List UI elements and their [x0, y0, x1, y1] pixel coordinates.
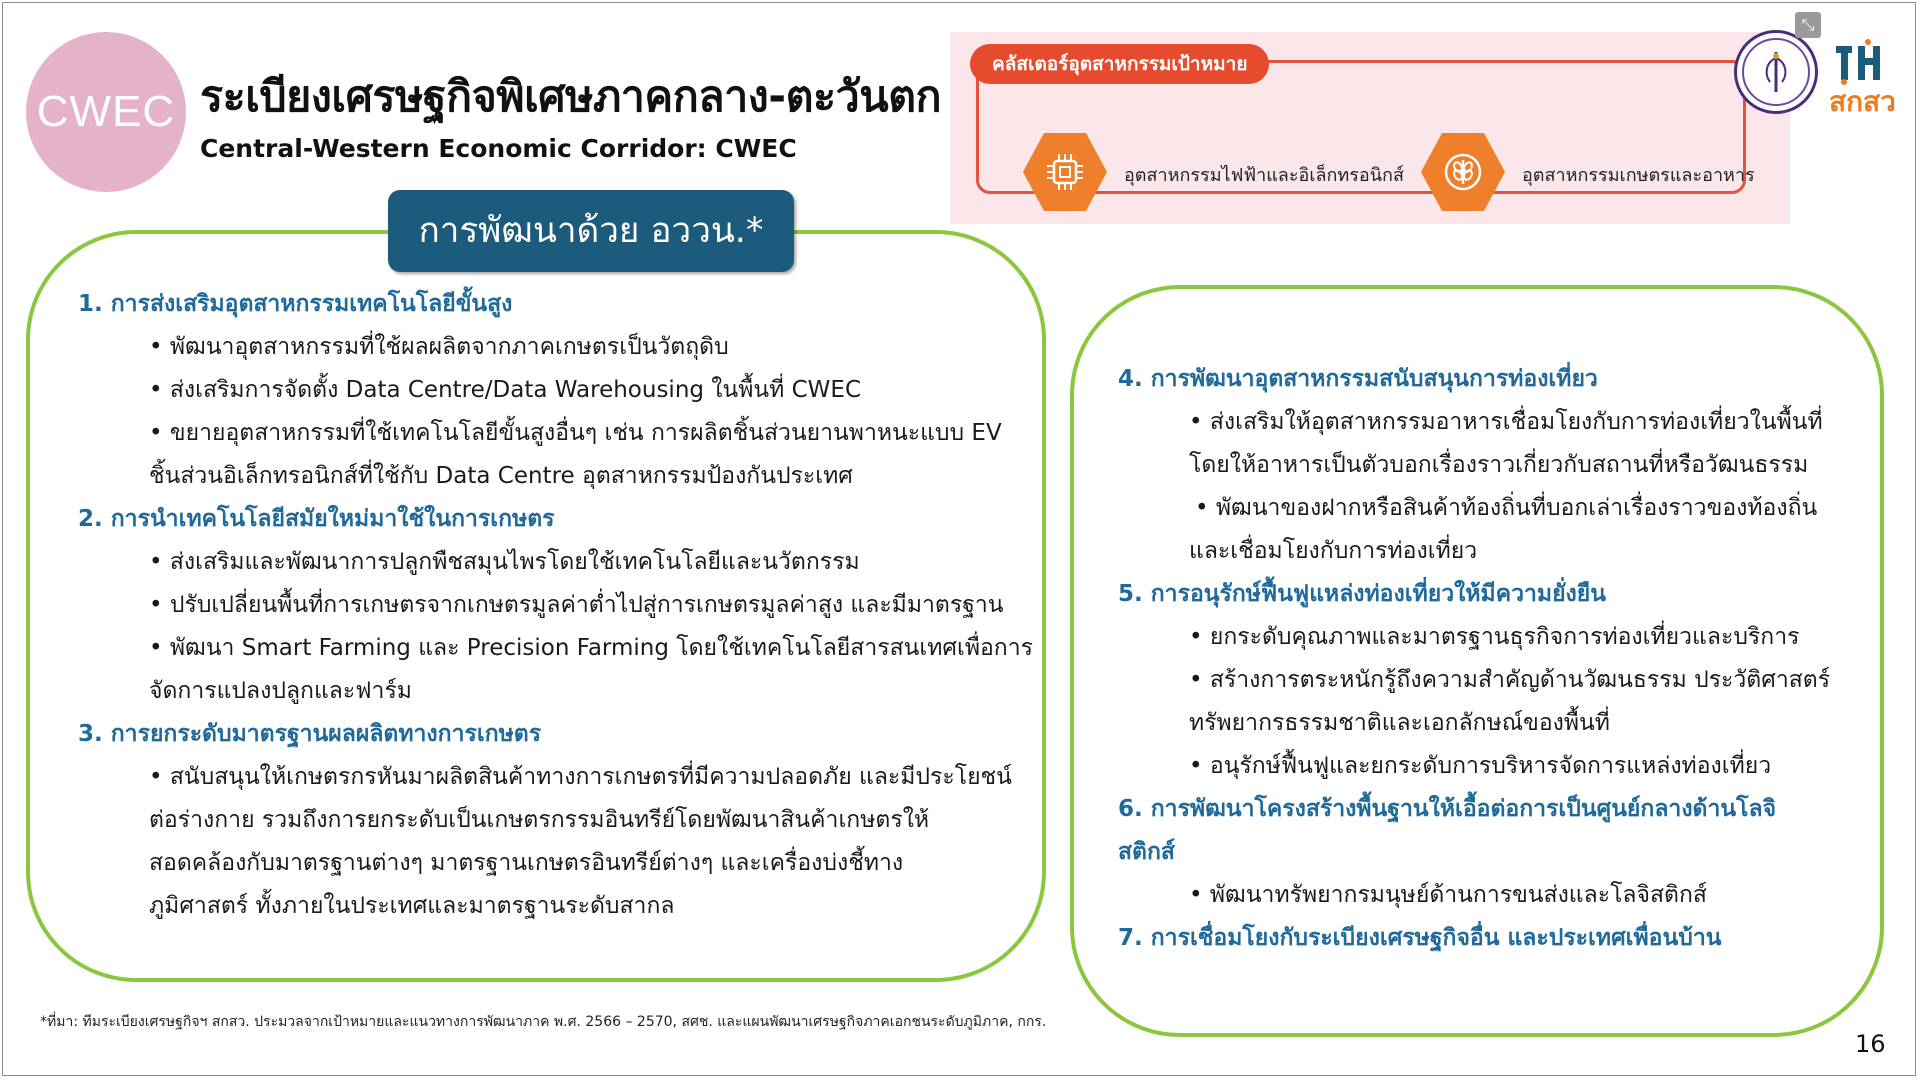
bullet-2-2: • ปรับเปลี่ยนพื้นที่การเกษตรจากเกษตรมูลค่าต่ำไปสู่การเกษตรมูลค่าสูง และมีมาตรฐาน	[149, 592, 1004, 618]
microchip-icon	[1023, 133, 1107, 211]
bullet-3-1-cont-2: สอดคล้องกับมาตรฐานต่างๆ มาตรฐานเกษตรอินทรีย์ต่างๆ และเครื่องบ่งชี้ทาง	[149, 850, 904, 876]
heading-2: 2. การนำเทคโนโลยีสมัยใหม่มาใช้ในการเกษตร	[78, 506, 555, 532]
cluster-title-tab: คลัสเตอร์อุตสาหกรรมเป้าหมาย	[970, 44, 1269, 84]
cluster-label-electronics: อุตสาหกรรมไฟฟ้าและอิเล็กทรอนิกส์	[1124, 165, 1404, 186]
bullet-3-1-cont-3: ภูมิศาสตร์ ทั้งภายในประเทศและมาตรฐานระดับสากล	[149, 893, 675, 919]
bullet-5-2: • สร้างการตระหนักรู้ถึงความสำคัญด้านวัฒนธรรม ประวัติศาสตร์	[1189, 667, 1831, 693]
collapse-icon[interactable]: ⤡	[1795, 12, 1821, 38]
bullet-4-1: • ส่งเสริมให้อุตสาหกรรมอาหารเชื่อมโยงกับการท่องเที่ยวในพื้นที่	[1189, 409, 1823, 435]
bullet-4-1-cont: โดยให้อาหารเป็นตัวบอกเรื่องราวเกี่ยวกับสถานที่หรือวัฒนธรรม	[1189, 452, 1809, 478]
heading-6-cont: สติกส์	[1118, 839, 1175, 865]
left-content	[78, 283, 1038, 928]
source-footnote: *ที่มา: ทีมระเบียงเศรษฐกิจฯ สกสว. ประมวลจากเป้าหมายและแนวทางการพัฒนาภาค พ.ศ. 2566 – 2570, สศช. และแผนพัฒนาเศรษฐกิจภาคเอกชนระดับภูมิภาค, กกร.	[40, 1014, 1047, 1030]
bullet-2-1: • ส่งเสริมและพัฒนาการปลูกพืชสมุนไพรโดยใช้เทคโนโลยีและนวัตกรรม	[149, 549, 860, 575]
bullet-6-1: • พัฒนาทรัพยากรมนุษย์ด้านการขนส่งและโลจิสติกส์	[1189, 882, 1707, 908]
tsri-logo-text: สกสว	[1829, 85, 1896, 118]
wheat-icon	[1421, 133, 1505, 211]
cluster-label-agro-food: อุตสาหกรรมเกษตรและอาหาร	[1522, 165, 1755, 186]
page-subtitle: Central-Western Economic Corridor: CWEC	[200, 134, 797, 163]
heading-1: 1. การส่งเสริมอุตสาหกรรมเทคโนโลยีขั้นสูง	[78, 291, 513, 317]
heading-6: 6. การพัฒนาโครงสร้างพื้นฐานให้เอื้อต่อการเป็นศูนย์กลางด้านโลจิ	[1118, 796, 1777, 822]
bullet-2-3-cont: จัดการแปลงปลูกและฟาร์ม	[149, 678, 412, 704]
bullet-4-2: • พัฒนาของฝากหรือสินค้าท้องถิ่นที่บอกเล่าเรื่องราวของท้องถิ่น	[1195, 495, 1818, 521]
bullet-3-1-cont-1: ต่อร่างกาย รวมถึงการยกระดับเป็นเกษตรกรรมอินทรีย์โดยพัฒนาสินค้าเกษตรให้	[149, 807, 930, 833]
bullet-5-2-cont: ทรัพยากรธรรมชาติและเอกลักษณ์ของพื้นที่	[1189, 710, 1610, 736]
heading-7: 7. การเชื่อมโยงกับระเบียงเศรษฐกิจอื่น และประเทศเพื่อนบ้าน	[1118, 925, 1722, 951]
bullet-4-2-cont: และเชื่อมโยงกับการท่องเที่ยว	[1189, 538, 1478, 564]
bullet-1-2: • ส่งเสริมการจัดตั้ง Data Centre/Data Warehousing ในพื้นที่ CWEC	[149, 377, 862, 403]
bullet-1-1: • พัฒนาอุตสาหกรรมที่ใช้ผลผลิตจากภาคเกษตรเป็นวัตถุดิบ	[149, 334, 729, 360]
section-tab: การพัฒนาด้วย อววน.*	[388, 190, 794, 272]
bullet-5-3: • อนุรักษ์ฟื้นฟูและยกระดับการบริหารจัดการแหล่งท่องเที่ยว	[1189, 753, 1772, 779]
right-content	[1118, 358, 1878, 960]
heading-5: 5. การอนุรักษ์ฟื้นฟูแหล่งท่องเที่ยวให้มีความยั่งยืน	[1118, 581, 1606, 607]
cwec-badge: CWEC	[26, 32, 186, 192]
target-cluster-panel	[950, 32, 1790, 224]
bullet-2-3: • พัฒนา Smart Farming และ Precision Farming โดยใช้เทคโนโลยีสารสนเทศเพื่อการ	[149, 635, 1033, 661]
bullet-1-3-cont: ชิ้นส่วนอิเล็กทรอนิกส์ที่ใช้กับ Data Centre อุตสาหกรรมป้องกันประเทศ	[149, 463, 853, 489]
bullet-3-1: • สนับสนุนให้เกษตรกรหันมาผลิตสินค้าทางการเกษตรที่มีความปลอดภัย และมีประโยชน์	[149, 764, 1012, 790]
heading-3: 3. การยกระดับมาตรฐานผลผลิตทางการเกษตร	[78, 721, 542, 747]
page-title: ระเบียงเศรษฐกิจพิเศษภาคกลาง-ตะวันตก	[200, 72, 942, 122]
bullet-1-3: • ขยายอุตสาหกรรมที่ใช้เทคโนโลยีขั้นสูงอื่นๆ เช่น การผลิตชิ้นส่วนยานพาหนะแบบ EV	[149, 420, 1002, 446]
page-number: 16	[1855, 1030, 1886, 1058]
bullet-5-1: • ยกระดับคุณภาพและมาตรฐานธุรกิจการท่องเที่ยวและบริการ	[1189, 624, 1800, 650]
heading-4: 4. การพัฒนาอุตสาหกรรมสนับสนุนการท่องเที่ยว	[1118, 366, 1598, 392]
ministry-seal-icon	[1734, 30, 1818, 114]
